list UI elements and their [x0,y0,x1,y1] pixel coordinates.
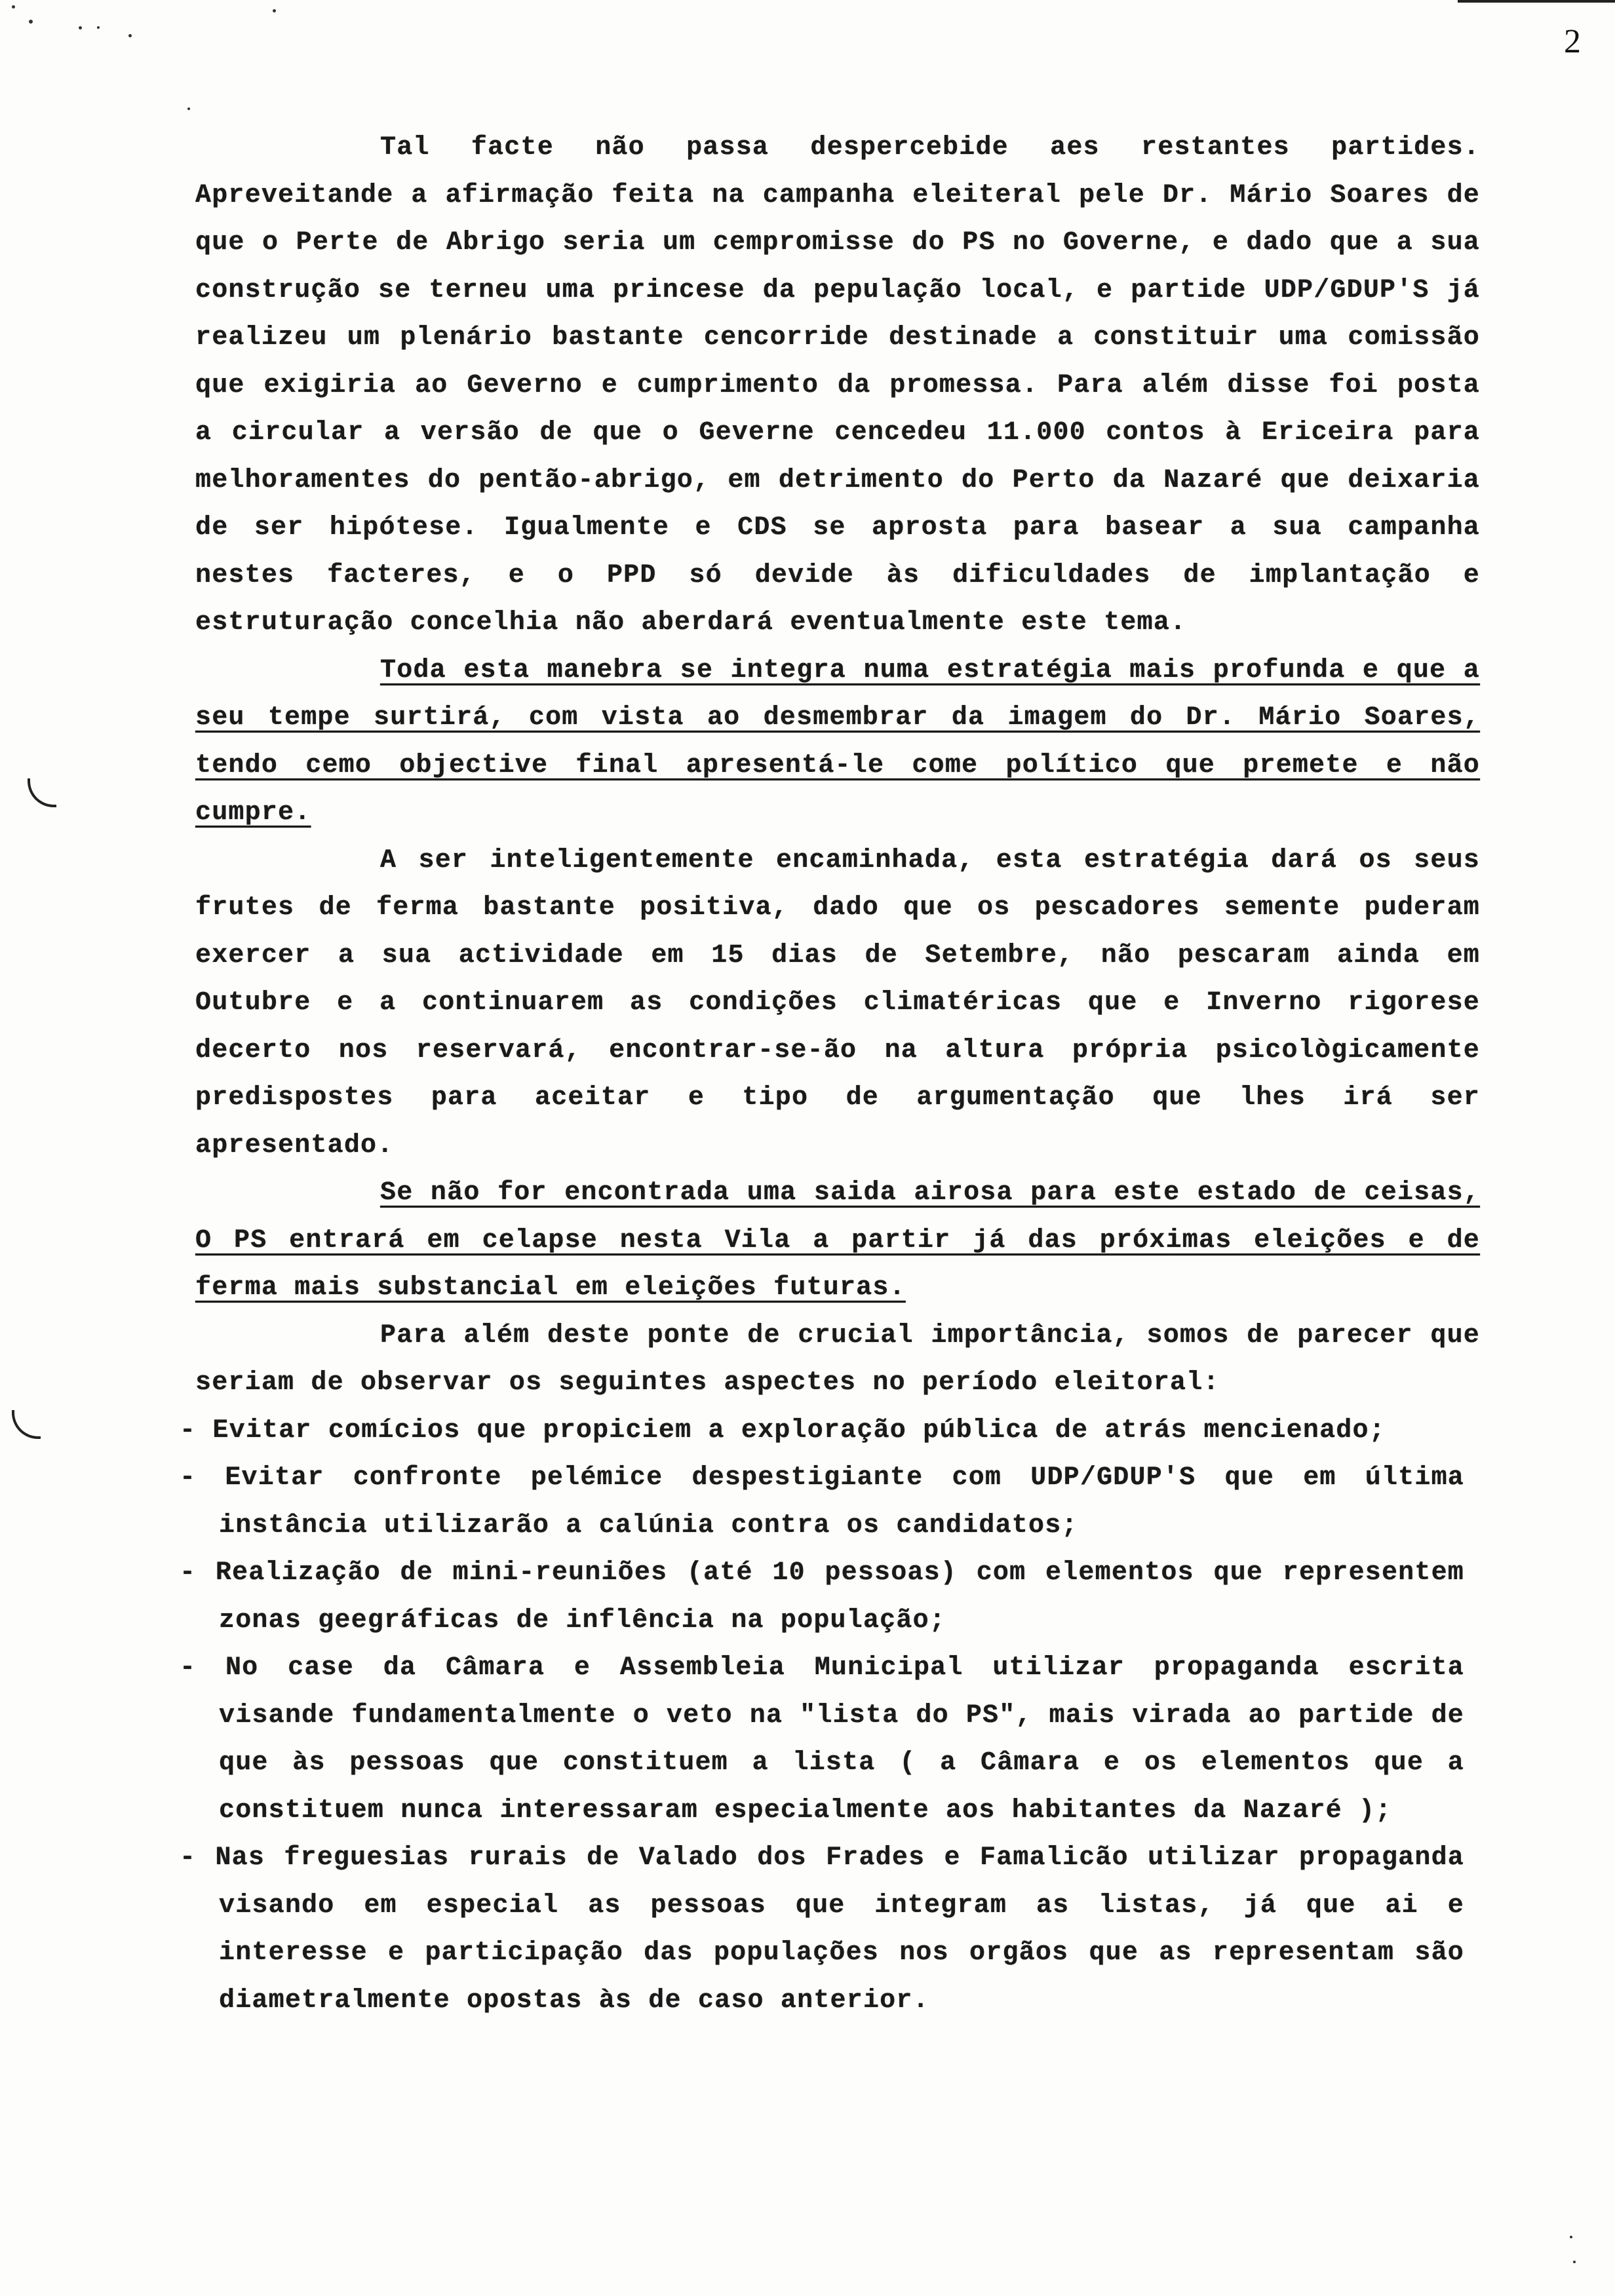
paragraph: Toda esta manebra se integra numa estratégia mais profunda e que a seu tempe surtirá, com vista ao desmembrar da imagem do Dr. Mário Soares, tendo cemo objective final apresentá-le come político que premete e não cumpre. [195,655,1480,828]
paragraph: Para além deste ponte de crucial importância, somos de parecer que seriam de observar os seguintes aspectes no período eleitoral: [195,1320,1480,1398]
list-item: - No case da Câmara e Assembleia Municipal utilizar propaganda escrita visande fundamentalmente o veto na "lista do PS", mais virada ao partide de que às pessoas que constituem a lista ( a Câmara e os elementos que a constituem nunca interessaram especialmente aos habitantes da Nazaré ); [180,1653,1464,1826]
page-number: 2 [1564,23,1581,60]
list-item: - Nas freguesias rurais de Valado dos Frades e Famalicão utilizar propaganda visando em especial as pessoas que integram as listas, já que ai e interesse e participação das populações nos orgãos que as representam são diametralmente opostas às de caso anterior. [180,1843,1464,2016]
margin-bracket-mark [12,1410,41,1439]
top-edge-mark [1458,0,1615,3]
list-item: - Evitar comícios que propiciem a exploração pública de atrás mencienado; [180,1415,1386,1445]
paragraph: Se não for encontrada uma saida airosa para este estado de ceisas, O PS entrará em celapse nesta Vila a partir já das próximas eleições e de ferma mais substancial em eleições futuras. [195,1178,1480,1303]
recommendations-list [180,1407,1464,2025]
paragraph: Tal facte não passa despercebide aes restantes partides. Apreveitande a afirmação feita na campanha eleiteral pele Dr. Mário Soares de que o Perte de Abrigo seria um cempromisse do PS no Governe, e dado que a sua construção se terneu uma princese da pepulação local, e partide UDP/GDUP'S já realizeu um plenário bastante cencorride destinade a constituir uma comissão que exigiria ao Geverno e cumprimento da promessa. Para além disse foi posta a circular a versão de que o Geverne cencedeu 11.000 contos à Ericeira para melhoramentes do pentão-abrigo, em detrimento do Perto da Nazaré que deixaria de ser hipótese. Igualmente e CDS se aprosta para basear a sua campanha nestes facteres, e o PPD só devide às dificuldades de implantação e estruturação concelhia não aberdará eventualmente este tema. [195,133,1480,638]
paragraph: A ser inteligentemente encaminhada, esta estratégia dará os seus frutes de ferma bastante positiva, dado que os pescadores semente puderam exercer a sua actividade em 15 dias de Setembre, não pescaram ainda em Outubre e a continuarem as condições climatéricas que e Inverno rigorese decerto nos reservará, encontrar-se-ão na altura própria psicològicamente predispostes para aceitar e tipo de argumentação que lhes irá ser apresentado. [195,845,1480,1160]
document-body [180,124,1480,2025]
list-item: - Evitar confronte pelémice despestigiante com UDP/GDUP'S que em última instância utilizarão a calúnia contra os candidatos; [180,1463,1464,1540]
margin-bracket-mark [28,778,56,807]
list-item: - Realização de mini-reuniões (até 10 pessoas) com elementos que representem zonas geegráficas de inflência na população; [180,1558,1464,1636]
